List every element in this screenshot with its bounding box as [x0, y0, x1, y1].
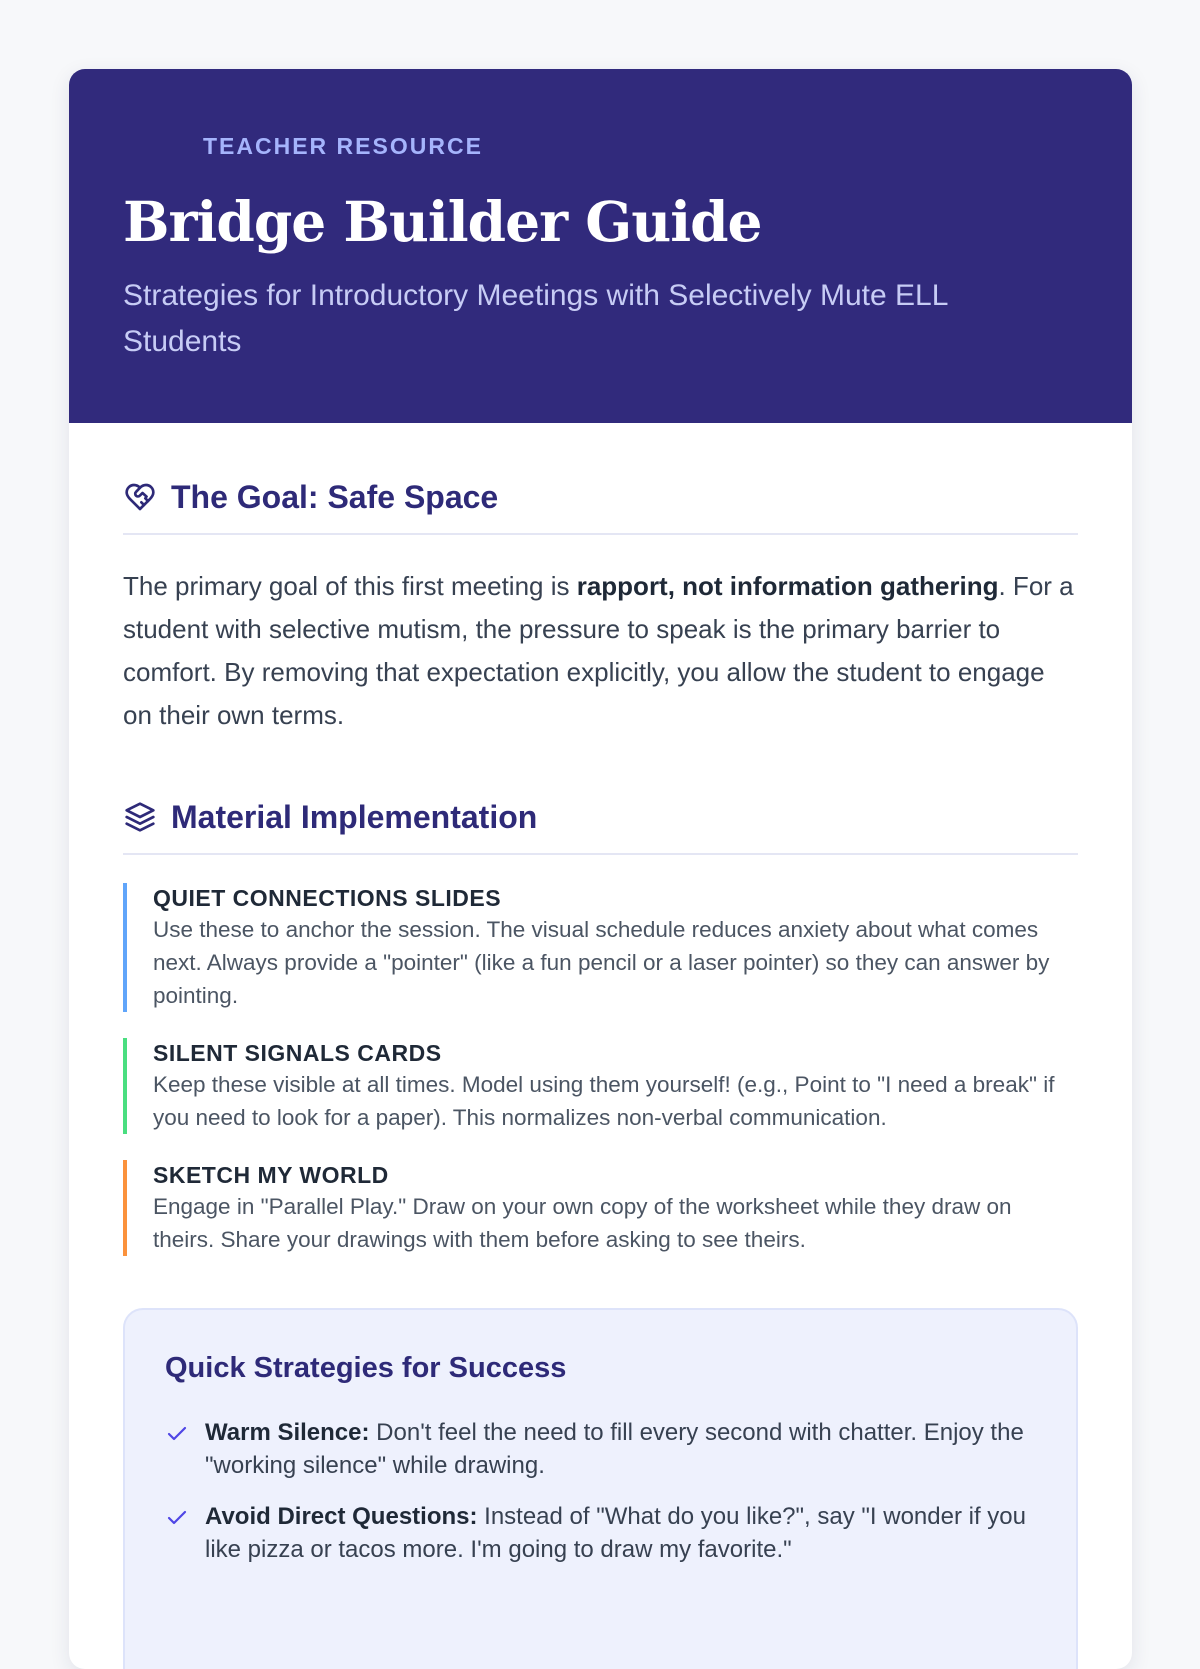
strategy-label: Warm Silence:: [205, 1419, 370, 1446]
material-item-cards: [123, 1038, 1078, 1134]
strategy-body: Instead of "What do you like?", say "I wonder if you like pizza or tacos more. I'm going to draw my favorite.": [205, 1503, 1026, 1563]
goal-section-header: [123, 477, 1078, 535]
page-subtitle: Strategies for Introductory Meetings with Selectively Mute ELL Students: [123, 279, 948, 358]
strategy-item: [165, 1500, 1036, 1566]
goal-text-rest: . For a student with selective mutism, the pressure to speak is the primary barrier to comfort. By removing that expectation explicitly, you allow the student to engage on their own terms.: [123, 571, 1074, 730]
material-item-sketch: [123, 1160, 1078, 1256]
strategy-item: [165, 1416, 1036, 1482]
material-item-description: Use these to anchor the session. The visual schedule reduces anxiety about what comes next. Always provide a "pointer" (like a fun pencil or a laser pointer) so they can answer by pointing.: [153, 917, 1050, 1008]
guide-content: [69, 423, 1132, 1669]
materials-heading: Material Implementation: [171, 799, 538, 835]
strategy-text: [205, 1416, 1036, 1482]
material-item-title: SKETCH MY WORLD: [153, 1162, 389, 1188]
strategy-body: Don't feel the need to fill every second with chatter. Enjoy the "working silence" while drawing.: [205, 1419, 1024, 1479]
eyebrow-label: TEACHER RESOURCE: [203, 133, 483, 159]
material-item-title: QUIET CONNECTIONS SLIDES: [153, 885, 502, 911]
check-icon: [165, 1416, 189, 1482]
goal-paragraph: [123, 565, 1078, 737]
strategy-label: Avoid Direct Questions:: [205, 1503, 478, 1530]
page-title: Bridge Builder Guide: [123, 189, 762, 254]
goal-text-lead: The primary goal of this first meeting is: [123, 571, 577, 601]
strategies-box: [123, 1308, 1078, 1669]
guide-card: [69, 69, 1132, 1669]
strategy-text: [205, 1500, 1036, 1566]
strategies-heading: Quick Strategies for Success: [165, 1352, 567, 1384]
material-item-slides: [123, 883, 1078, 1012]
check-icon: [165, 1500, 189, 1566]
layers-icon: [123, 800, 157, 834]
material-item-description: Keep these visible at all times. Model using them yourself! (e.g., Point to "I need a break" if you need to look for a paper). This normalizes non-verbal communication.: [153, 1072, 1055, 1130]
goal-text-emphasis: rapport, not information gathering: [576, 571, 999, 601]
material-item-title: SILENT SIGNALS CARDS: [153, 1040, 442, 1066]
guide-header: [69, 69, 1132, 423]
goal-heading: The Goal: Safe Space: [171, 479, 499, 515]
materials-list: [123, 883, 1078, 1256]
heart-handshake-icon: [123, 480, 157, 514]
materials-section-header: [123, 797, 1078, 855]
material-item-description: Engage in "Parallel Play." Draw on your own copy of the worksheet while they draw on theirs. Share your drawings with them before asking to see theirs.: [153, 1194, 1012, 1252]
